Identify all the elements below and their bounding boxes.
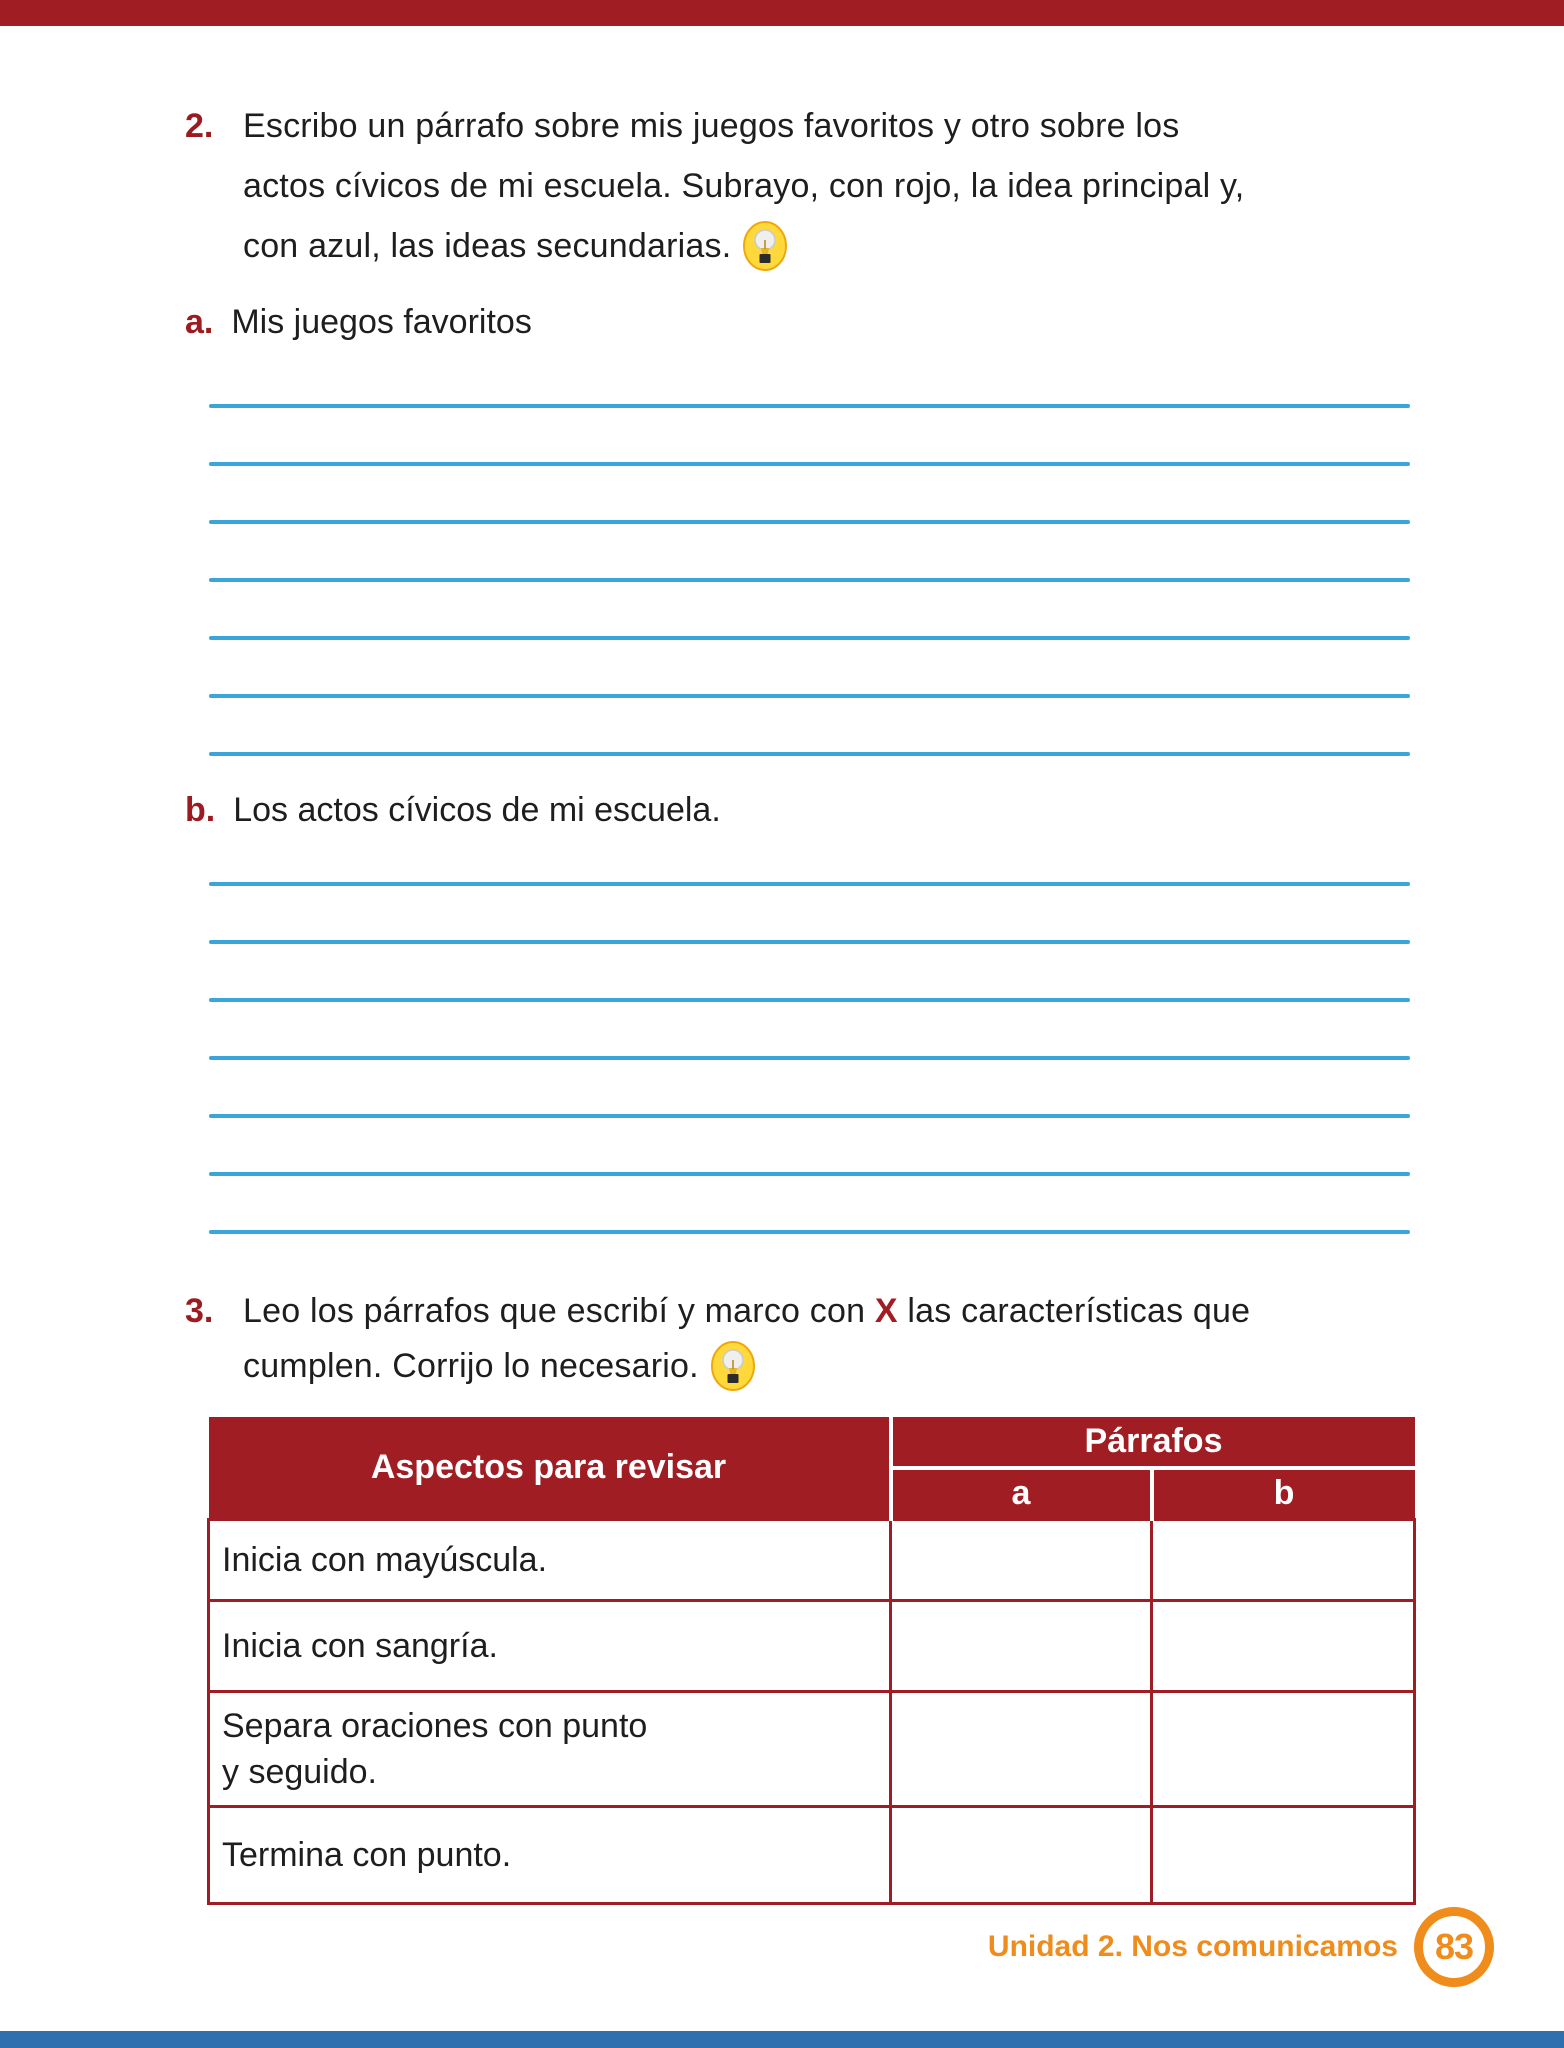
table-row: [209, 1520, 1415, 1601]
lightbulb-icon: [711, 1341, 755, 1391]
paragraphs-group-header: Párrafos: [891, 1417, 1415, 1468]
unit-label: Unidad 2. Nos comunicamos: [987, 1930, 1398, 1963]
section-a-writing-lines: [209, 404, 1410, 760]
section-b-title: Los actos cívicos de mi escuela.: [233, 791, 721, 829]
aspect-cell: Separa oraciones con punto y seguido.: [209, 1692, 891, 1807]
exercise-3-number: 3.: [185, 1292, 214, 1330]
mark-cell-b: [1152, 1520, 1415, 1601]
aspect-cell: Inicia con mayúscula.: [209, 1520, 891, 1601]
lightbulb-icon: [743, 221, 787, 271]
mark-cell-a: [891, 1807, 1152, 1904]
section-b-heading: [185, 790, 721, 830]
review-table: [207, 1417, 1416, 1905]
writing-line: [209, 1114, 1410, 1118]
exercise-3-text: [243, 1284, 1475, 1394]
mark-cell-a: [891, 1692, 1152, 1807]
exercise-3-line-2: cumplen. Corrijo lo necesario.: [243, 1339, 1475, 1394]
section-b-writing-lines: [209, 882, 1410, 1238]
writing-line: [209, 1230, 1410, 1234]
exercise-3: [185, 1284, 1475, 1394]
mark-cell-b: [1152, 1807, 1415, 1904]
column-a-header: a: [891, 1468, 1152, 1520]
exercise-2-text: [243, 96, 1475, 276]
writing-line: [209, 998, 1410, 1002]
writing-line: [209, 1172, 1410, 1176]
section-a-title: Mis juegos favoritos: [231, 303, 532, 341]
exercise-2: [185, 96, 1475, 276]
writing-line: [209, 578, 1410, 582]
exercise-2-line-1: Escribo un párrafo sobre mis juegos favoritos y otro sobre los: [243, 107, 1180, 145]
exercise-3-line-1: Leo los párrafos que escribí y marco con X las características que: [243, 1292, 1251, 1330]
section-a-label: a.: [185, 303, 214, 341]
page-footer: [988, 1906, 1494, 1988]
mark-cell-a: [891, 1520, 1152, 1601]
writing-line: [209, 404, 1410, 408]
table-row: [209, 1692, 1415, 1807]
page-number-badge: [1414, 1907, 1494, 1987]
writing-line: [209, 520, 1410, 524]
review-table-header: [209, 1417, 1415, 1520]
writing-line: [209, 752, 1410, 756]
page-number: 83: [1434, 1926, 1474, 1967]
top-edge-bar: [0, 0, 1564, 26]
writing-line: [209, 636, 1410, 640]
exercise-2-line-3: con azul, las ideas secundarias.: [243, 216, 1475, 276]
exercise-2-line-2: actos cívicos de mi escuela. Subrayo, con rojo, la idea principal y,: [243, 167, 1245, 205]
aspect-column-header: Aspectos para revisar: [209, 1417, 891, 1520]
section-a-heading: [185, 302, 532, 342]
aspect-cell: Inicia con sangría.: [209, 1601, 891, 1692]
section-b-label: b.: [185, 791, 216, 829]
writing-line: [209, 1056, 1410, 1060]
bottom-edge-bar: [0, 2031, 1564, 2048]
table-row: [209, 1601, 1415, 1692]
mark-cell-a: [891, 1601, 1152, 1692]
writing-line: [209, 940, 1410, 944]
exercise-2-number: 2.: [185, 107, 214, 145]
writing-line: [209, 462, 1410, 466]
writing-line: [209, 882, 1410, 886]
writing-line: [209, 694, 1410, 698]
column-b-header: b: [1152, 1468, 1415, 1520]
x-mark: X: [874, 1292, 898, 1330]
table-row: [209, 1807, 1415, 1904]
aspect-cell: Termina con punto.: [209, 1807, 891, 1904]
mark-cell-b: [1152, 1692, 1415, 1807]
mark-cell-b: [1152, 1601, 1415, 1692]
